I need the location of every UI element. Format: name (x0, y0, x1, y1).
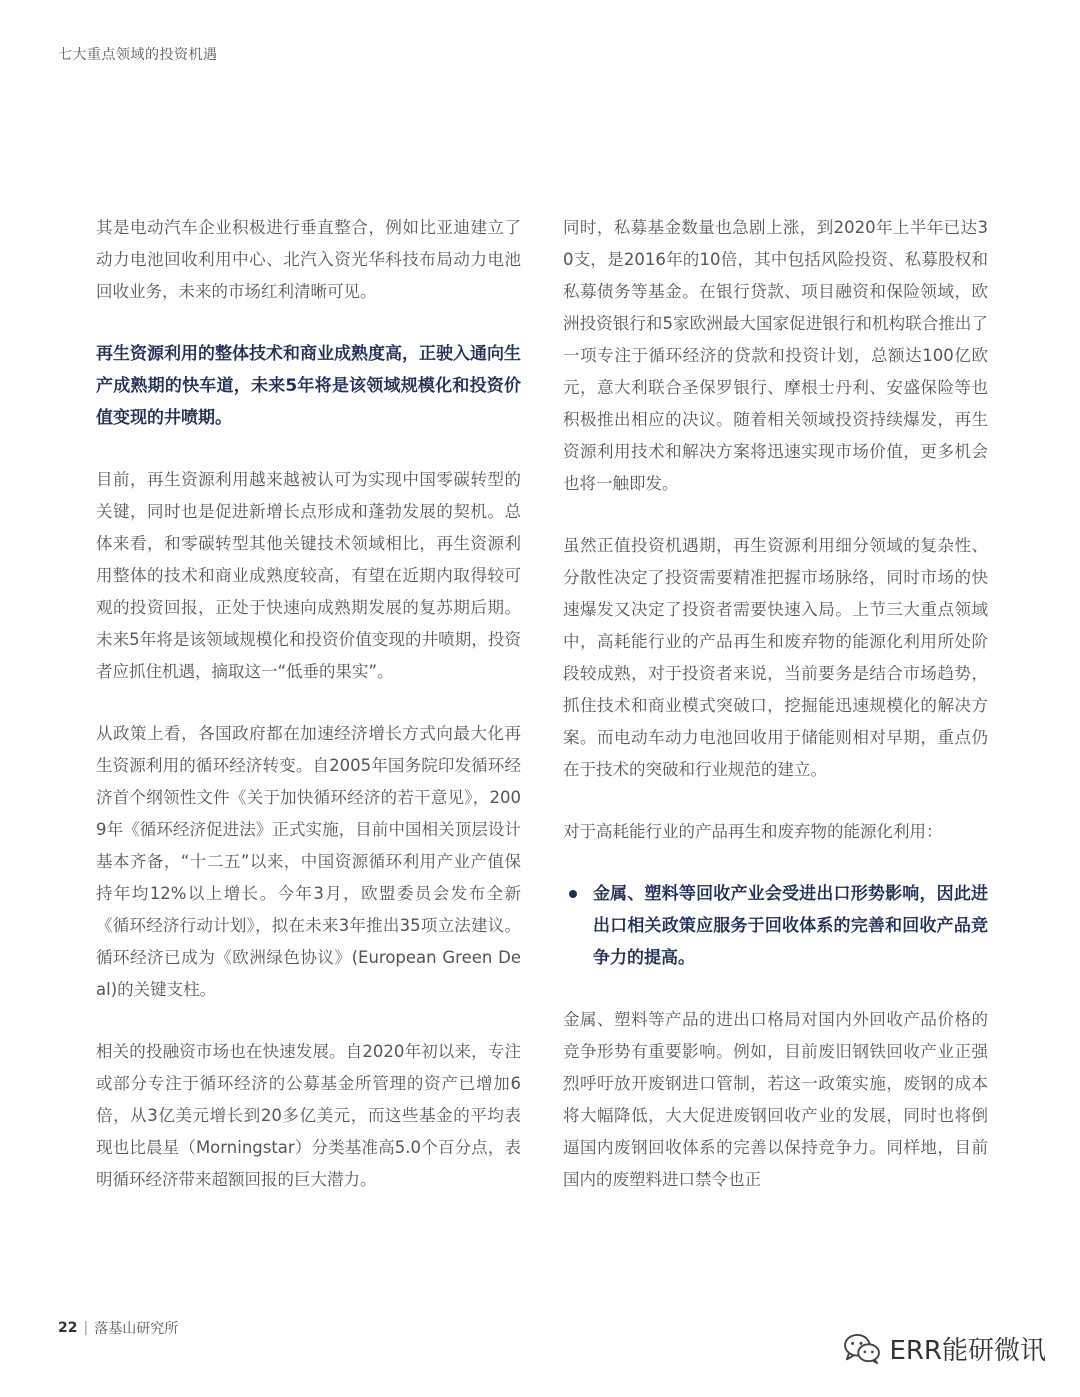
watermark-text: ERR能研微讯 (889, 1336, 1046, 1366)
page-footer (58, 1318, 178, 1338)
bullet-dot-icon (569, 890, 577, 898)
paragraph: 同时，私募基金数量也急剧上涨，到2020年上半年已达30支，是2016年的10倍，其中包括风险投资、私募股权和私募债务等基金。在银行贷款、项目融资和保险领域，欧洲投资银行和5家欧洲最大国家促进银行和机构联合推出了一项专注于循环经济的贷款和投资计划，总额达100亿欧元，意大利联合圣保罗银行、摩根士丹利、安盛保险等也积极推出相应的决议。随着相关领域投资持续爆发，再生资源利用技术和解决方案将迅速实现市场价值，更多机会也将一触即发。 (563, 218, 988, 493)
page-number: 22 (58, 1320, 78, 1336)
watermark (843, 1330, 1046, 1367)
left-column (96, 212, 521, 1226)
paragraph: 对于高耗能行业的产品再生和废弃物的能源化利用： (563, 822, 943, 841)
highlight-paragraph: 再生资源利用的整体技术和商业成熟度高，正驶入通向生产成熟期的快车道，未来5年将是该领域规模化和投资价值变现的井喷期。 (96, 344, 521, 428)
paragraph: 相关的投融资市场也在快速发展。自2020年初以来，专注或部分专注于循环经济的公募基金所管理的资产已增加6倍，从3亿美元增长到20多亿美元，而这些基金的平均表现也比晨星（Morningstar）分类基准高5.0个百分点，表明循环经济带来超额回报的巨大潜力。 (96, 1042, 521, 1189)
publisher-name: 落基山研究所 (94, 1321, 179, 1337)
paragraph: 虽然正值投资机遇期，再生资源利用细分领域的复杂性、分散性决定了投资需要精准把握市场脉络，同时市场的快速爆发又决定了投资者需要快速入局。上节三大重点领域中，高耗能行业的产品再生和废弃物的能源化利用所处阶段较成熟，对于投资者来说，当前要务是结合市场趋势，抓住技术和商业模式突破口，挖掘能迅速规模化的解决方案。而电动车动力电池回收用于储能则相对早期，重点仍在于技术的突破和行业规范的建立。 (563, 536, 988, 779)
wechat-icon (843, 1333, 881, 1365)
right-column (563, 212, 988, 1226)
bullet-item (563, 878, 988, 974)
paragraph: 从政策上看，各国政府都在加速经济增长方式向最大化再生资源利用的循环经济转变。自2005年国务院印发循环经济首个纲领性文件《关于加快循环经济的若干意见》，2009年《循环经济促进法》正式实施，目前中国相关顶层设计基本齐备，“十二五”以来，中国资源循环利用产业产值保持年均12%以上增长。今年3月，欧盟委员会发布全新《循环经济行动计划》，拟在未来3年推出35项立法建议。循环经济已成为《欧洲绿色协议》(European Green Deal)的关键支柱。 (96, 724, 521, 999)
running-header: 七大重点领域的投资机遇 (58, 47, 218, 63)
paragraph: 金属、塑料等产品的进出口格局对国内外回收产品价格的竞争形势有重要影响。例如，目前废旧钢铁回收产业正强烈呼吁放开废钢进口管制，若这一政策实施，废钢的成本将大幅降低，大大促进废钢回收产业的发展，同时也将倒逼国内废钢回收体系的完善以保持竞争力。同样地，目前国内的废塑料进口禁令也正 (563, 1010, 988, 1189)
footer-separator: | (83, 1320, 89, 1336)
paragraph: 其是电动汽车企业积极进行垂直整合，例如比亚迪建立了动力电池回收利用中心、北汽入资光华科技布局动力电池回收业务，未来的市场红利清晰可见。 (96, 218, 521, 301)
bullet-text: 金属、塑料等回收产业会受进出口形势影响，因此进出口相关政策应服务于回收体系的完善和回收产品竞争力的提高。 (593, 884, 988, 968)
paragraph: 目前，再生资源利用越来越被认可为实现中国零碳转型的关键，同时也是促进新增长点形成和蓬勃发展的契机。总体来看，和零碳转型其他关键技术领域相比，再生资源利用整体的技术和商业成熟度较高，有望在近期内取得较可观的投资回报，正处于快速向成熟期发展的复苏期后期。未来5年将是该领域规模化和投资价值变现的井喷期，投资者应抓住机遇，摘取这一“低垂的果实”。 (96, 470, 521, 681)
